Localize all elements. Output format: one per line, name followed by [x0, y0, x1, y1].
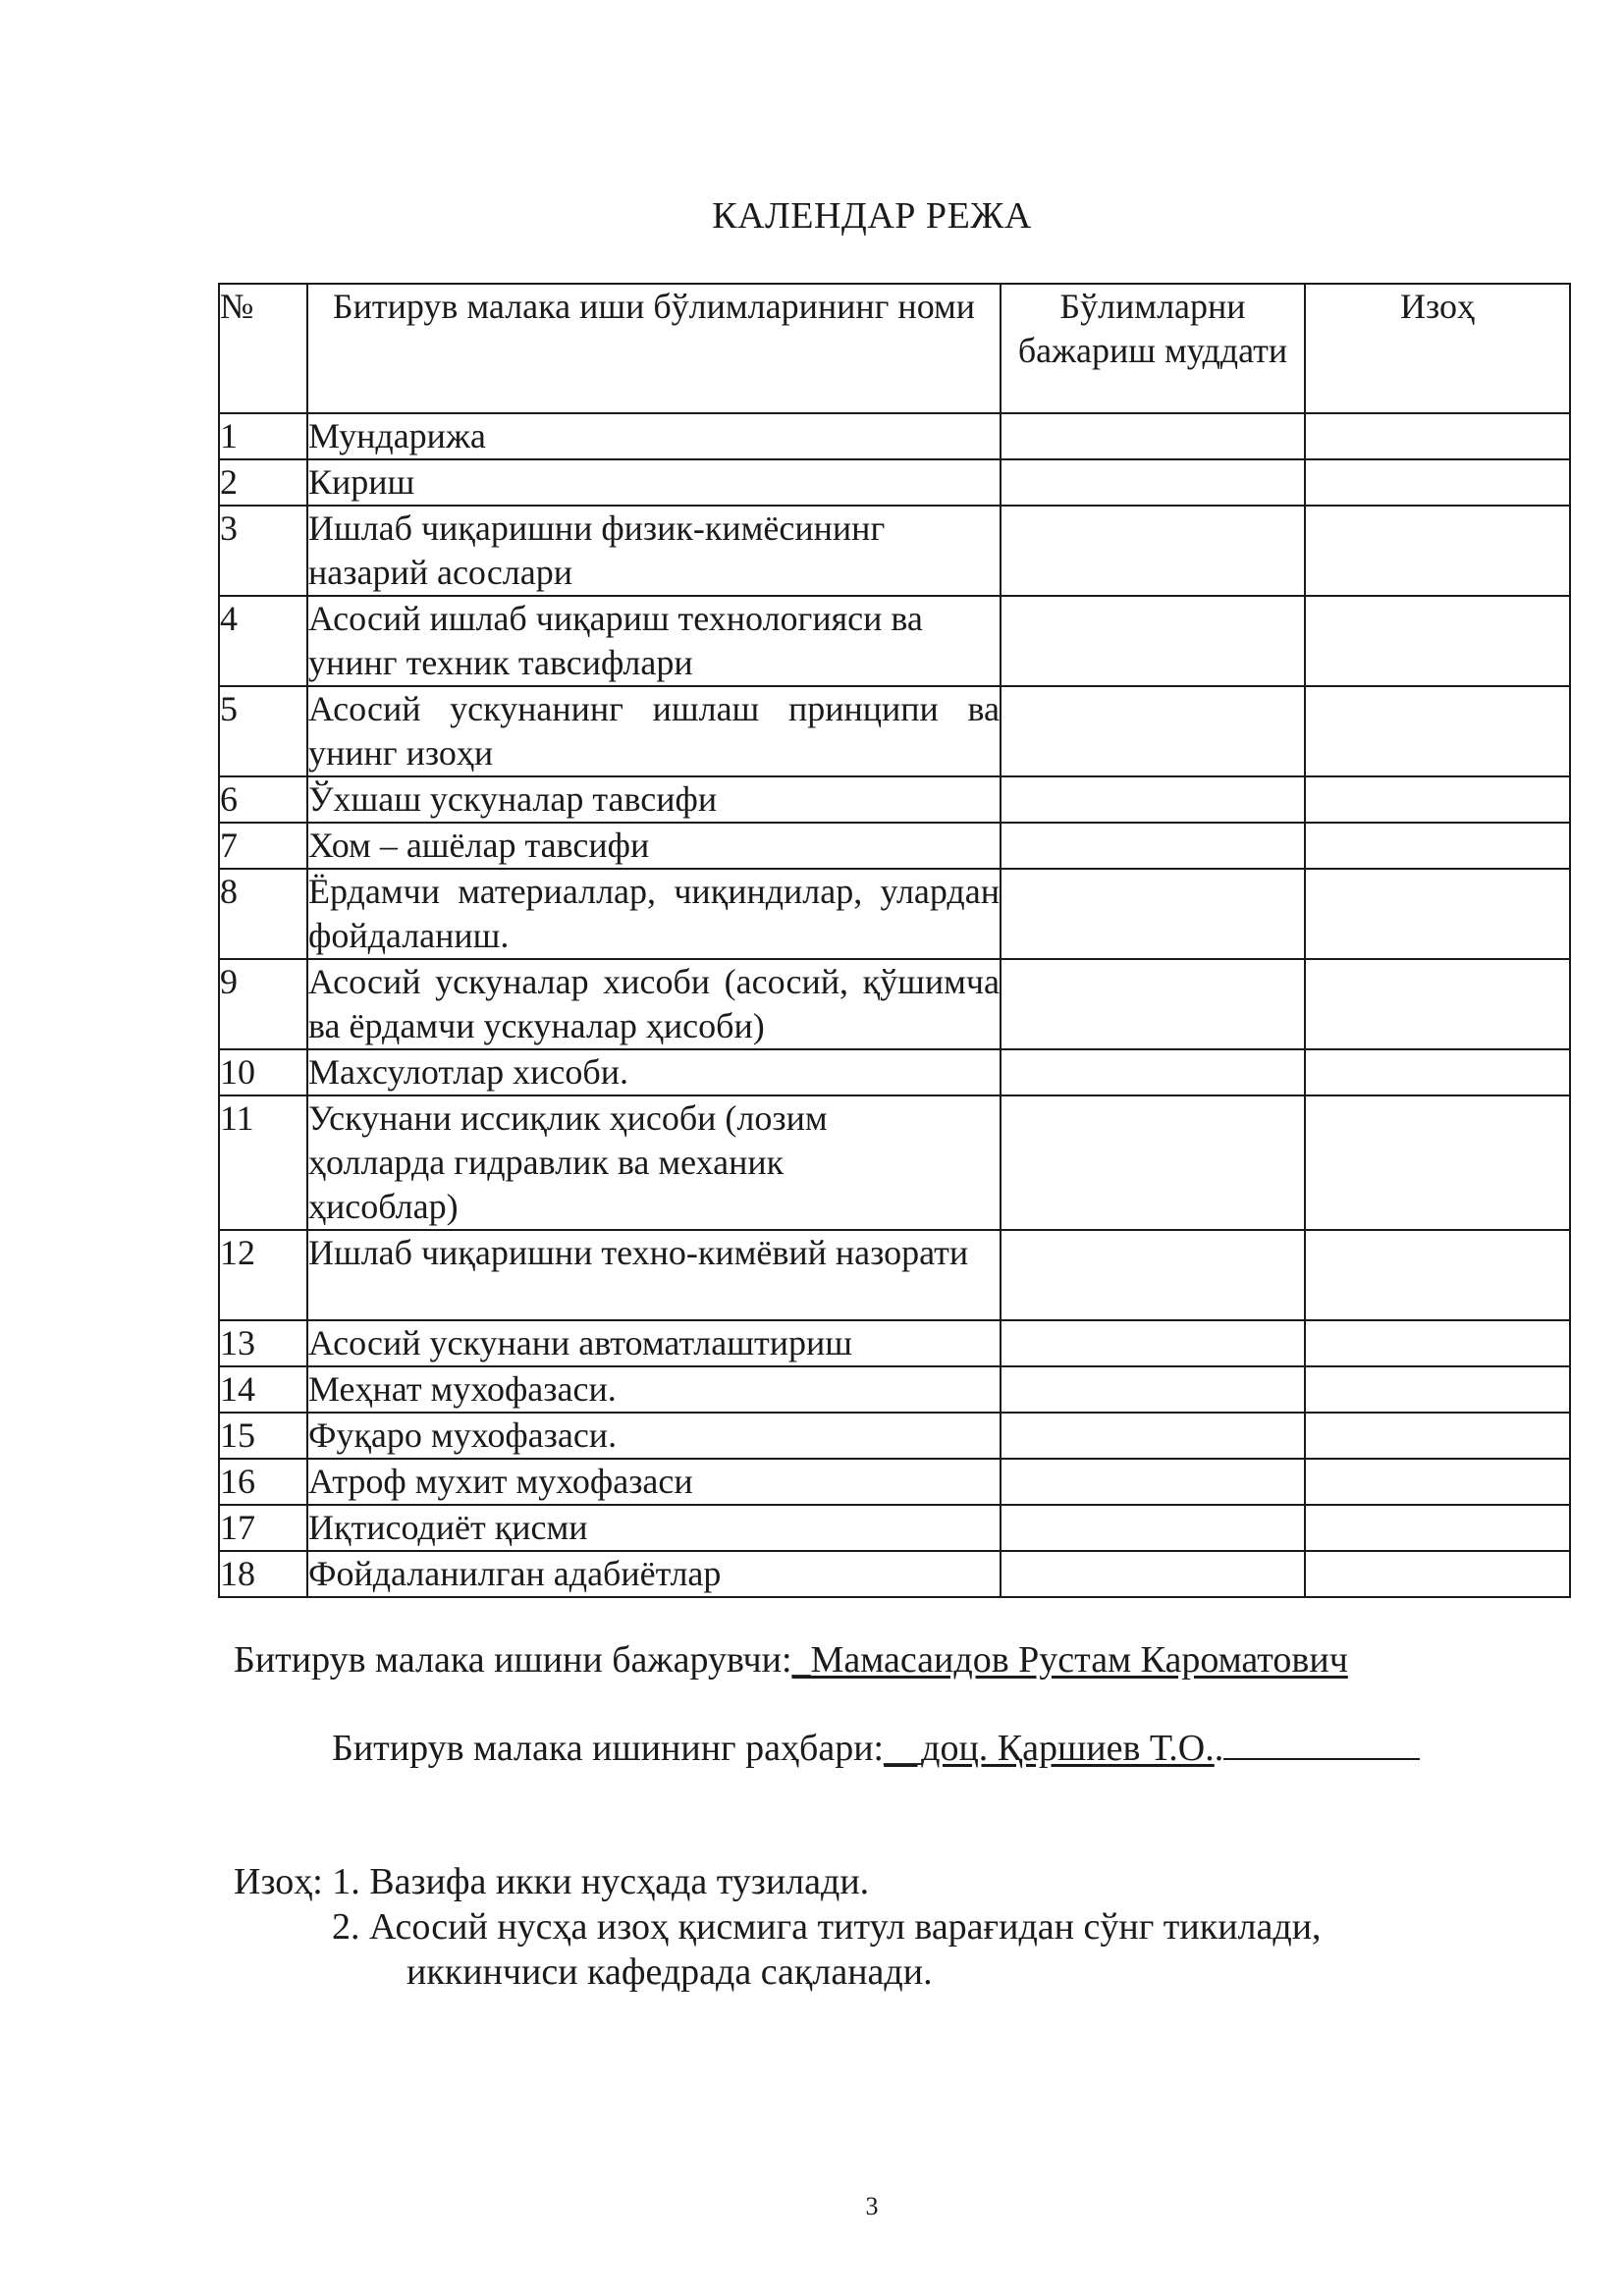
supervisor-suffix: .: [1214, 1728, 1224, 1769]
row-deadline-cell: [1001, 459, 1305, 506]
row-number: 9: [219, 959, 307, 1049]
table-row: [219, 959, 1570, 1049]
note-line-1: Изоҳ: 1. Вазифа икки нусҳада тузилади.: [234, 1861, 870, 1902]
row-deadline-cell: [1001, 1366, 1305, 1413]
row-note-cell: [1305, 1095, 1570, 1230]
row-section-name: Кириш: [307, 459, 1001, 506]
row-number: 7: [219, 823, 307, 869]
supervisor-label: Битирув малака ишининг раҳбари:: [332, 1728, 885, 1769]
row-number: 17: [219, 1505, 307, 1551]
row-note-cell: [1305, 823, 1570, 869]
table-row: [219, 869, 1570, 959]
row-section-name: Асосий ускунани автоматлаштириш: [307, 1320, 1001, 1366]
row-section-name: Ускунани иссиқлик ҳисоби (лозим ҳолларда гидравлик ва механик ҳисоблар): [307, 1095, 1001, 1230]
row-note-cell: [1305, 1366, 1570, 1413]
row-deadline-cell: [1001, 959, 1305, 1049]
table-row: [219, 413, 1570, 459]
row-section-name: Ўхшаш ускуналар тавсифи: [307, 776, 1001, 823]
table-row: [219, 1413, 1570, 1459]
row-number: 1: [219, 413, 307, 459]
table-row: [219, 596, 1570, 686]
row-section-name: Ишлаб чиқаришни физик-кимёсининг назарий асослари: [307, 506, 1001, 596]
row-number: 6: [219, 776, 307, 823]
row-note-cell: [1305, 1320, 1570, 1366]
row-note-cell: [1305, 1551, 1570, 1597]
table-header-row: [219, 284, 1570, 413]
row-deadline-cell: [1001, 596, 1305, 686]
table-row: [219, 686, 1570, 776]
executor-label: Битирув малака ишини бажарувчи:: [234, 1639, 792, 1681]
table-row: [219, 1095, 1570, 1230]
row-note-cell: [1305, 869, 1570, 959]
signature-blank: [1223, 1725, 1420, 1760]
supervisor-signature-line: [332, 1725, 1420, 1772]
row-deadline-cell: [1001, 506, 1305, 596]
row-note-cell: [1305, 413, 1570, 459]
row-section-name: Ишлаб чиқаришни техно-кимёвий назорати: [307, 1230, 1001, 1320]
note-line-2: 2. Асосий нусҳа изоҳ қисмига титул варағидан сўнг тикилади,: [332, 1906, 1322, 1948]
row-deadline-cell: [1001, 1551, 1305, 1597]
row-section-name: Ёрдамчи материаллар, чиқиндилар, улардан фойдаланиш.: [307, 869, 1001, 959]
row-number: 16: [219, 1459, 307, 1505]
row-section-name: Фойдаланилган адабиётлар: [307, 1551, 1001, 1597]
row-deadline-cell: [1001, 413, 1305, 459]
row-note-cell: [1305, 959, 1570, 1049]
header-number: №: [219, 284, 307, 413]
row-note-cell: [1305, 686, 1570, 776]
row-note-cell: [1305, 1459, 1570, 1505]
row-section-name: Иқтисодиёт қисми: [307, 1505, 1001, 1551]
page-title: КАЛЕНДАР РЕЖА: [712, 195, 1032, 237]
row-section-name: Атроф мухит мухофазаси: [307, 1459, 1001, 1505]
row-number: 15: [219, 1413, 307, 1459]
row-number: 2: [219, 459, 307, 506]
row-section-name: Махсулотлар хисоби.: [307, 1049, 1001, 1095]
page-number: 3: [865, 2192, 879, 2220]
table-row: [219, 1320, 1570, 1366]
row-deadline-cell: [1001, 1049, 1305, 1095]
row-section-name: Меҳнат мухофазаси.: [307, 1366, 1001, 1413]
row-deadline-cell: [1001, 823, 1305, 869]
row-number: 3: [219, 506, 307, 596]
row-deadline-cell: [1001, 1413, 1305, 1459]
supervisor-name: __доц. Қаршиев Т.О.: [884, 1728, 1215, 1769]
row-deadline-cell: [1001, 776, 1305, 823]
row-note-cell: [1305, 1049, 1570, 1095]
row-number: 11: [219, 1095, 307, 1230]
note-line-3: иккинчиси кафедрада сақланади.: [406, 1951, 933, 1993]
table-row: [219, 459, 1570, 506]
row-deadline-cell: [1001, 1230, 1305, 1320]
row-note-cell: [1305, 506, 1570, 596]
row-number: 4: [219, 596, 307, 686]
row-note-cell: [1305, 459, 1570, 506]
row-deadline-cell: [1001, 1459, 1305, 1505]
row-note-cell: [1305, 1230, 1570, 1320]
row-number: 5: [219, 686, 307, 776]
row-number: 14: [219, 1366, 307, 1413]
row-deadline-cell: [1001, 1095, 1305, 1230]
row-deadline-cell: [1001, 869, 1305, 959]
row-section-name: Фуқаро мухофазаси.: [307, 1413, 1001, 1459]
row-section-name: Асосий ишлаб чиқариш технологияси ва унинг техник тавсифлари: [307, 596, 1001, 686]
executor-name: _Мамасаидов Рустам Кароматович: [791, 1639, 1348, 1681]
table-row: [219, 1505, 1570, 1551]
header-note: Изоҳ: [1305, 284, 1570, 413]
row-number: 12: [219, 1230, 307, 1320]
row-deadline-cell: [1001, 1505, 1305, 1551]
row-number: 13: [219, 1320, 307, 1366]
table-row: [219, 506, 1570, 596]
executor-signature-line: [234, 1636, 1348, 1683]
row-number: 10: [219, 1049, 307, 1095]
row-section-name: Асосий ускунанинг ишлаш принципи ва унинг изоҳи: [307, 686, 1001, 776]
calendar-plan-table: [218, 283, 1571, 1598]
header-section-name: Битирув малака иши бўлимларининг номи: [307, 284, 1001, 413]
table-row: [219, 1366, 1570, 1413]
table-row: [219, 1049, 1570, 1095]
row-section-name: Асосий ускуналар хисоби (асосий, қўшимча ва ёрдамчи ускуналар ҳисоби): [307, 959, 1001, 1049]
row-note-cell: [1305, 596, 1570, 686]
table-row: [219, 1459, 1570, 1505]
row-note-cell: [1305, 1505, 1570, 1551]
header-deadline: Бўлимларни бажариш муддати: [1001, 284, 1305, 413]
row-deadline-cell: [1001, 1320, 1305, 1366]
table-row: [219, 823, 1570, 869]
row-note-cell: [1305, 1413, 1570, 1459]
row-number: 18: [219, 1551, 307, 1597]
row-note-cell: [1305, 776, 1570, 823]
table-row: [219, 776, 1570, 823]
row-section-name: Хом – ашёлар тавсифи: [307, 823, 1001, 869]
row-section-name: Мундарижа: [307, 413, 1001, 459]
row-deadline-cell: [1001, 686, 1305, 776]
table-row: [219, 1551, 1570, 1597]
table-row: [219, 1230, 1570, 1320]
row-number: 8: [219, 869, 307, 959]
